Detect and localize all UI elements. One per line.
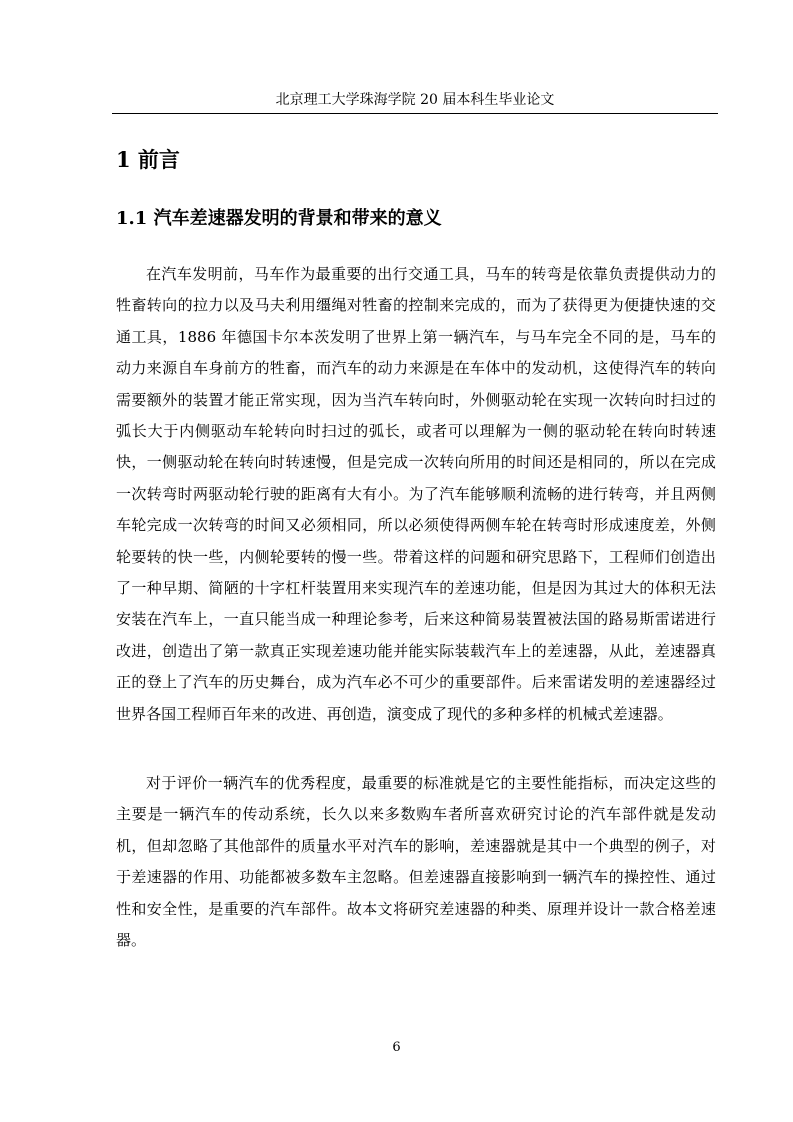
- running-header: 北京理工大学珠海学院 20 届本科生毕业论文: [275, 92, 555, 108]
- chapter-title: 1 前言: [116, 147, 180, 172]
- header-rule: [112, 113, 718, 114]
- section-title: 1.1 汽车差速器发明的背景和带来的意义: [116, 208, 442, 229]
- page-number: 6: [392, 1040, 401, 1055]
- body-paragraph-1: 在汽车发明前，马车作为最重要的出行交通工具，马车的转弯是依靠负责提供动力的牲畜转向的拉力以及马夫利用缰绳对牲畜的控制来完成的，而为了获得更为便捷快速的交通工具，1886 年德国卡尔本茨发明了世界上第一辆汽车，与马车完全不同的是，马车的动力来源自车身前方的牲畜，而汽车的动力来源是在车体中的发动机，这使得汽车的转向需要额外的装置才能正常实现，因为当汽车转向时，外侧驱动轮在实现一次转向时扫过的弧长大于内侧驱动车轮转向时扫过的弧长，或者可以理解为一侧的驱动轮在转向时转速快，一侧驱动轮在转向时转速慢，但是完成一次转向所用的时间还是相同的，所以在完成一次转弯时两驱动轮行驶的距离有大有小。为了汽车能够顺利流畅的进行转弯，并且两侧车轮完成一次转弯的时间又必须相同，所以必须使得两侧车轮在转弯时形成速度差，外侧轮要转的快一些，内侧轮要转的慢一些。带着这样的问题和研究思路下，工程师们创造出了一种早期、简陋的十字杠杆装置用来实现汽车的差速功能，但是因为其过大的体积无法安装在汽车上，一直只能当成一种理论参考，后来这种简易装置被法国的路易斯雷诺进行改进，创造出了第一款真正实现差速功能并能实际装载汽车上的差速器，从此，差速器真正的登上了汽车的历史舞台，成为汽车必不可少的重要部件。后来雷诺发明的差速器经过世界各国工程师百年来的改进、再创造，演变成了现代的多种多样的机械式差速器。: [116, 265, 716, 723]
- body-paragraph-2: 对于评价一辆汽车的优秀程度，最重要的标准就是它的主要性能指标，而决定这些的主要是一辆汽车的传动系统，长久以来多数购车者所喜欢研究讨论的汽车部件就是发动机，但却忽略了其他部件的质量水平对汽车的影响，差速器就是其中一个典型的例子，对于差速器的作用、功能都被多数车主忽略。但差速器直接影响到一辆汽车的操控性、通过性和安全性，是重要的汽车部件。故本文将研究差速器的种类、原理并设计一款合格差速器。: [116, 774, 716, 950]
